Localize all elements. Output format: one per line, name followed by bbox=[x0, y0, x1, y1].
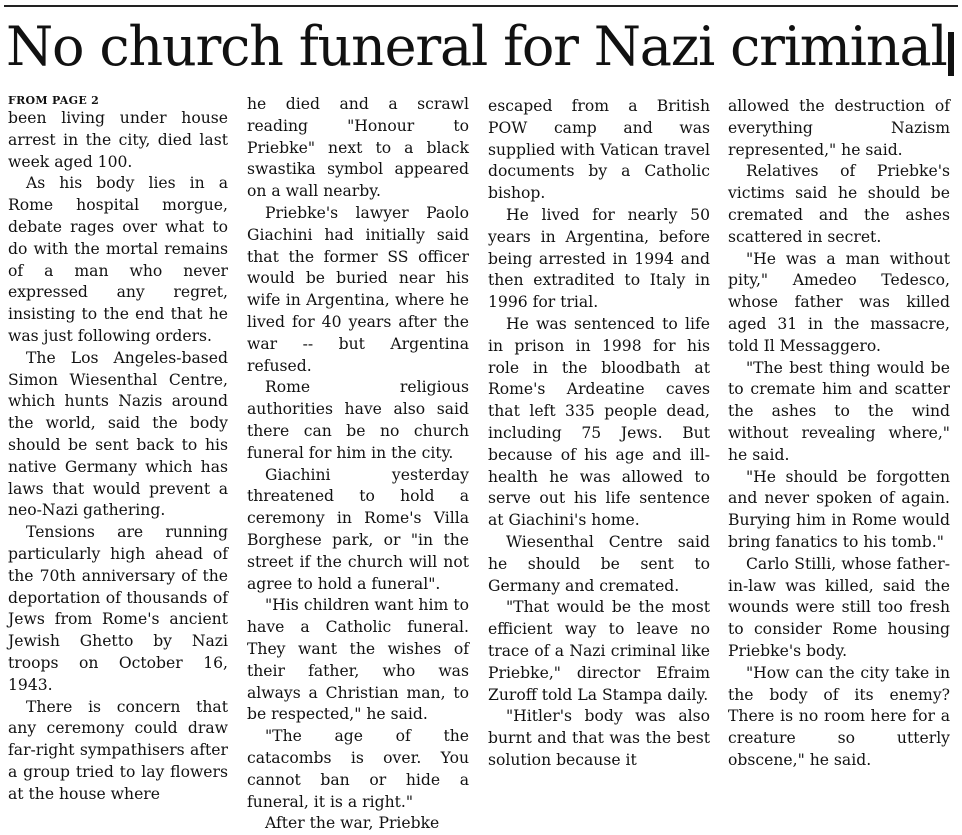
paragraph: "Hitler's body was also burnt and that was the best solution because it bbox=[488, 707, 710, 769]
paragraph: The Los Angeles-based Simon Wiesenthal Centre, which hunts Nazis around the world, said the body should be sent back to his native Germany which has laws that would prevent a neo-Nazi gathering. bbox=[8, 348, 228, 520]
paragraph: As his body lies in a Rome hospital morgue, debate rages over what to do with the mortal remains of a man who never expressed any regret, insisting to the end that he was just following orders. bbox=[8, 174, 228, 345]
article-column-2 bbox=[247, 94, 469, 833]
top-rule bbox=[4, 5, 958, 7]
paragraph: allowed the destruction of everything Nazism represented," he said. bbox=[728, 97, 950, 159]
paragraph: There is concern that any ceremony could draw far-right sympathisers after a group tried to lay flowers at the house where bbox=[8, 697, 228, 803]
paragraph: "How can the city take in the body of its enemy? There is no room here for a creature so utterly obscene," he said. bbox=[728, 663, 950, 769]
paragraph: Rome religious authorities have also said there can be no church funeral for him in the city. bbox=[247, 378, 469, 462]
paragraph: "The best thing would be to cremate him and scatter the ashes to the wind without revealing where," he said. bbox=[728, 358, 950, 464]
article-column-3 bbox=[488, 96, 710, 796]
paragraph: Relatives of Priebke's victims said he should be cremated and the ashes scattered in secret. bbox=[728, 162, 950, 246]
paragraph: "The age of the catacombs is over. You cannot ban or hide a funeral, it is a right." bbox=[247, 727, 469, 811]
paragraph: He lived for nearly 50 years in Argentina, before being arrested in 1994 and then extradited to Italy in 1996 for trial. bbox=[488, 205, 710, 312]
headline: No church funeral for Nazi criminal bbox=[6, 15, 947, 78]
paragraph: "His children want him to have a Catholic funeral. They want the wishes of their father, who was always a Christian man, to be respected," he said. bbox=[247, 596, 469, 724]
paragraph: escaped from a British POW camp and was supplied with Vatican travel documents by a Catholic bishop. bbox=[488, 97, 710, 203]
paragraph: Carlo Stilli, whose father-in-law was killed, said the wounds were still too fresh to consider Rome housing Priebke's body. bbox=[728, 554, 950, 660]
paragraph: "That would be the most efficient way to leave no trace of a Nazi criminal like Priebke," director Efraim Zuroff told La Stampa daily. bbox=[488, 598, 710, 704]
article-column-1 bbox=[8, 94, 228, 803]
article-column-4 bbox=[728, 96, 950, 796]
paragraph: "He should be forgotten and never spoken of again. Burying him in Rome would bring fanatics to his tomb." bbox=[728, 467, 950, 551]
paragraph: Giachini yesterday threatened to hold a ceremony in Rome's Villa Borghese park, or "in the street if the church will not agree to hold a funeral". bbox=[247, 465, 469, 593]
paragraph: been living under house arrest in the city, died last week aged 100. bbox=[8, 109, 228, 171]
paragraph: Priebke's lawyer Paolo Giachini had initially said that the former SS officer would be buried near his wife in Argentina, where he lived for 40 years after the war -- but Argentina refused. bbox=[247, 203, 469, 375]
paragraph: "He was a man without pity," Amedeo Tedesco, whose father was killed aged 31 in the massacre, told Il Messaggero. bbox=[728, 249, 950, 355]
paragraph: He was sentenced to life in prison in 1998 for his role in the bloodbath at Rome's Ardeatine caves that left 335 people dead, including 75 Jews. But because of his age and ill-health he was allowed to serve out his life sentence at Giachini's home. bbox=[488, 314, 710, 530]
paragraph: Tensions are running particularly high ahead of the 70th anniversary of the deportation of thousands of Jews from Rome's ancient Jewish Ghetto by Nazi troops on October 16, 1943. bbox=[8, 523, 228, 694]
paragraph: After the war, Priebke bbox=[265, 814, 440, 833]
continued-from-label: FROM PAGE 2 bbox=[8, 94, 100, 107]
paragraph: he died and a scrawl reading "Honour to Priebke" next to a black swastika symbol appeared on a wall nearby. bbox=[247, 95, 469, 201]
paragraph: Wiesenthal Centre said he should be sent to Germany and cremated. bbox=[488, 532, 710, 595]
corner-mark bbox=[948, 32, 954, 76]
